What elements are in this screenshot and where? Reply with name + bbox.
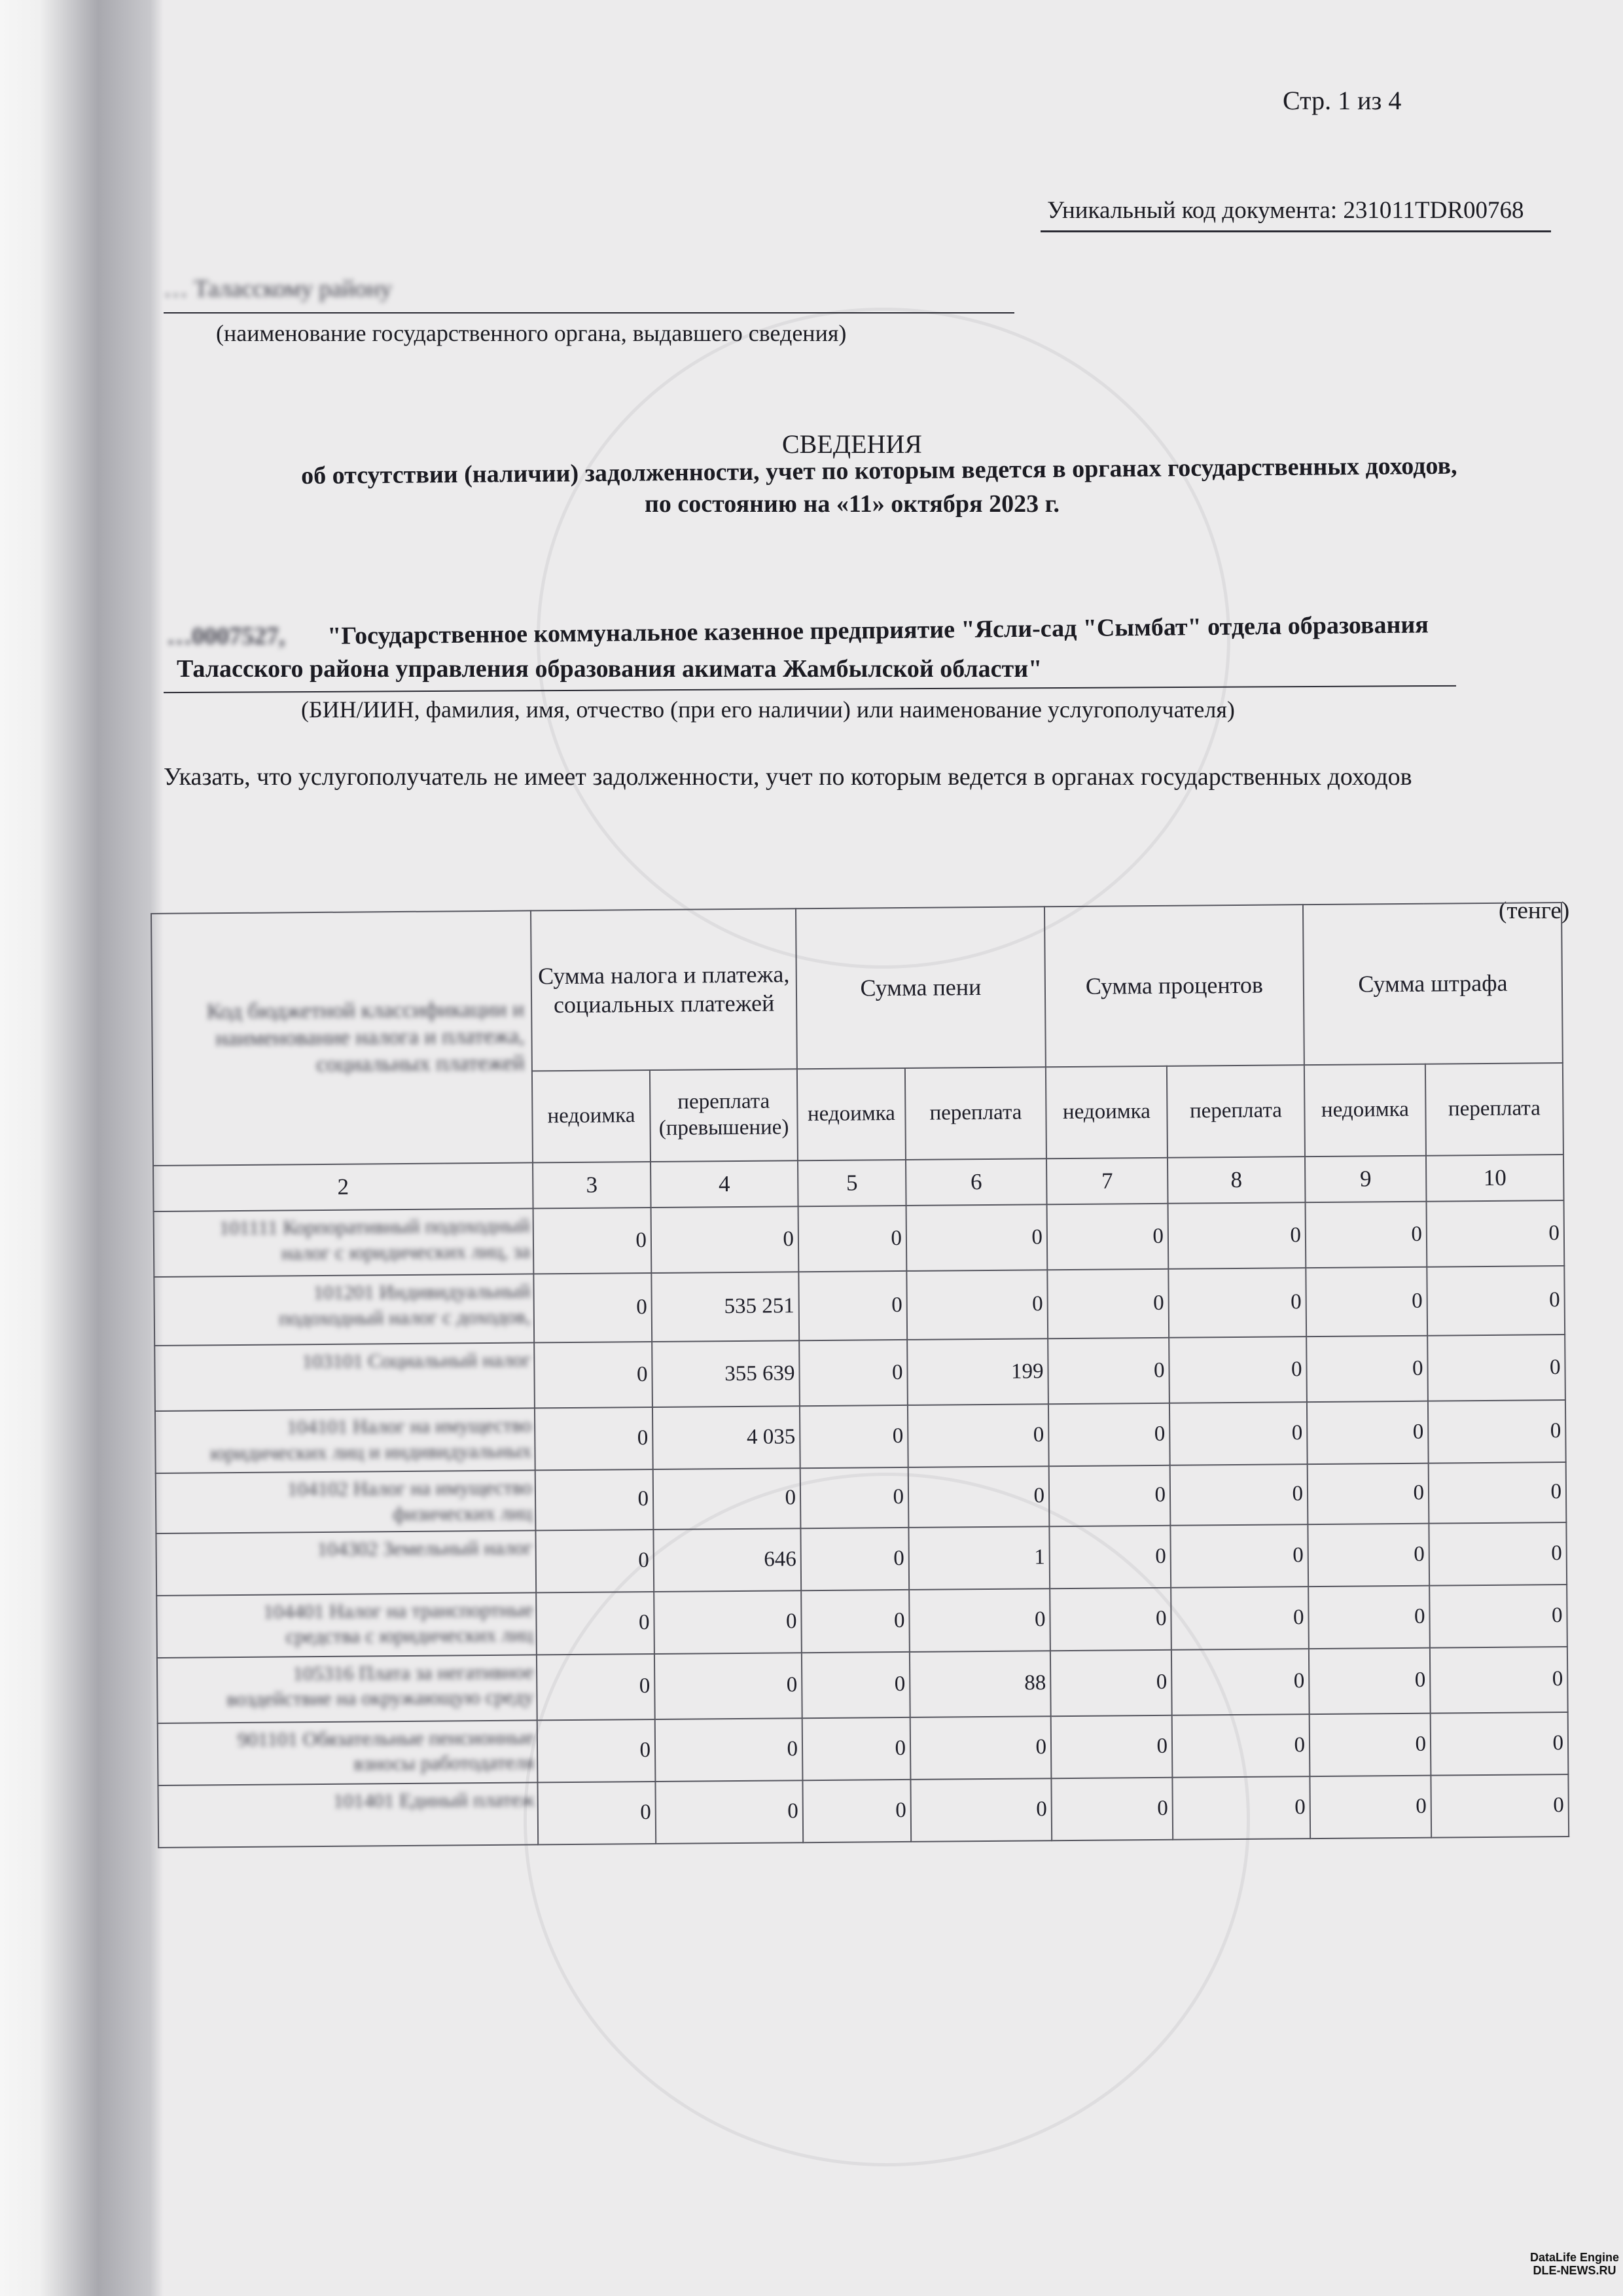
amount-cell: 0: [654, 1590, 802, 1654]
tax-name-line1: 101401 Единый платеж: [332, 1787, 535, 1812]
amount-cell: 0: [1171, 1649, 1310, 1715]
amount-cell: 0: [654, 1653, 802, 1719]
amount-cell: 0: [1172, 1714, 1310, 1778]
amount-cell: 0: [798, 1271, 907, 1340]
amount-cell: 0: [1169, 1336, 1307, 1403]
amount-cell: 0: [799, 1340, 908, 1406]
column-number: 9: [1305, 1156, 1427, 1202]
amount-cell: 0: [1427, 1335, 1565, 1401]
amount-cell: 0: [1051, 1777, 1173, 1840]
tax-name-line1: 101201 Индивидуальный: [313, 1279, 531, 1304]
document-date: по состоянию на «11» октября 2023 г.: [645, 490, 1060, 518]
header-tax-overpayment: переплата (превышение): [650, 1069, 798, 1162]
amount-cell: 0: [910, 1778, 1052, 1842]
amount-cell: 0: [1428, 1400, 1566, 1463]
tax-name-line1: 104101 Налог на имущество: [286, 1413, 532, 1439]
header-interest-arrears: недоимка: [1046, 1066, 1168, 1158]
amount-cell: 88: [910, 1651, 1051, 1717]
tax-name-line2: воздействие на окружающую среду: [226, 1685, 534, 1711]
amount-cell: 0: [802, 1717, 911, 1780]
tax-name-cell: [154, 1208, 534, 1277]
amount-cell: 0: [655, 1780, 803, 1844]
tax-name-line2: средства с юридических лиц: [285, 1623, 533, 1648]
currency-unit: (тенге): [1499, 897, 1570, 924]
amount-cell: 0: [798, 1206, 907, 1272]
header-tax-arrears: недоимка: [532, 1070, 651, 1162]
amount-cell: 0: [1429, 1585, 1567, 1648]
organization-name-line1: "Государственное коммунальное казенное предприятие "Ясли-сад "Сымбат" отдела образования: [327, 611, 1429, 650]
amount-cell: 0: [1170, 1464, 1308, 1525]
amount-cell: 0: [537, 1719, 656, 1782]
amount-cell: 0: [537, 1653, 655, 1719]
header-penalty-arrears: недоимка: [797, 1068, 906, 1160]
tax-name-cell: [154, 1342, 535, 1411]
column-number: 10: [1426, 1155, 1564, 1202]
issuing-authority: … Таласскому району: [164, 276, 392, 302]
tax-name-cell: [158, 1782, 538, 1848]
column-number: 7: [1046, 1158, 1168, 1204]
page-counter: Стр. 1 из 4: [1283, 86, 1402, 115]
amount-cell: 0: [535, 1469, 654, 1530]
footer-line1: DataLife Engine: [1529, 2251, 1619, 2264]
amount-cell: 0: [906, 1204, 1048, 1271]
column-number: 6: [906, 1158, 1047, 1206]
header-interest-overpayment: переплата: [1167, 1065, 1305, 1158]
amount-cell: 0: [534, 1342, 652, 1408]
column-number: 8: [1168, 1157, 1306, 1204]
tax-name-line1: 104302 Земельный налог: [317, 1535, 533, 1560]
tax-name-line2: налог с юридических лиц, за: [281, 1239, 531, 1265]
column-number: 2: [153, 1162, 533, 1211]
amount-cell: 0: [1051, 1715, 1173, 1778]
amount-cell: 0: [800, 1405, 908, 1468]
amount-cell: 0: [1172, 1776, 1310, 1840]
amount-cell: 0: [1170, 1524, 1308, 1588]
header-fine-overpayment: переплата: [1425, 1063, 1563, 1156]
document-code: Уникальный код документа: 231011TDR00768: [1047, 197, 1524, 224]
amount-cell: 0: [909, 1588, 1050, 1652]
tax-name-line2: подоходный налог с доходов,: [278, 1304, 531, 1330]
amount-cell: 0: [1429, 1522, 1567, 1586]
amount-cell: 0: [1047, 1204, 1169, 1270]
table-row: [155, 1400, 1566, 1473]
amount-cell: 0: [908, 1466, 1050, 1527]
tax-name-line2: физических лиц: [393, 1501, 533, 1525]
organization-bin: …0007527,: [167, 622, 285, 650]
watermark-footer: [1530, 2251, 1619, 2278]
amount-cell: 0: [1310, 1713, 1431, 1776]
scan-binding-shadow: [0, 0, 164, 2296]
amount-cell: 0: [1427, 1266, 1565, 1336]
amount-cell: 0: [906, 1270, 1048, 1340]
header-penalty-sum: Сумма пени: [796, 906, 1046, 1069]
tax-name-line2: взносы работодателя: [353, 1750, 535, 1775]
footer-line2: DLE-NEWS.RU: [1533, 2263, 1616, 2277]
table-row: [158, 1712, 1569, 1785]
amount-cell: 0: [1049, 1525, 1171, 1588]
amount-cell: 0: [1169, 1402, 1308, 1465]
amount-cell: 0: [1309, 1647, 1431, 1713]
header-fine-sum: Сумма штрафа: [1303, 903, 1563, 1065]
table-row: [154, 1335, 1565, 1411]
amount-cell: 0: [1310, 1775, 1431, 1838]
amount-cell: 646: [653, 1528, 801, 1592]
no-debt-statement: Указать, что услугополучатель не имеет задолженности, учет по которым ведется в органах государственных доходов: [164, 763, 1412, 791]
amount-cell: 0: [1049, 1465, 1171, 1526]
column-number: 3: [533, 1162, 651, 1208]
amount-cell: 0: [1050, 1649, 1172, 1715]
amount-cell: 0: [1047, 1269, 1169, 1338]
amount-cell: 199: [907, 1338, 1048, 1405]
column-number: 5: [798, 1160, 906, 1206]
organization-caption: (БИН/ИИН, фамилия, имя, отчество (при его наличии) или наименование услугополучателя): [301, 696, 1235, 723]
authority-caption: (наименование государственного органа, выдавшего сведения): [216, 320, 847, 346]
amount-cell: 0: [1429, 1462, 1567, 1523]
amount-cell: 0: [1306, 1202, 1427, 1268]
organization-name-line2: Таласского района управления образования акимата Жамбылской области": [177, 655, 1043, 683]
table-row: [154, 1266, 1565, 1346]
authority-underline: [164, 312, 1014, 314]
amount-cell: 0: [1427, 1200, 1565, 1267]
amount-cell: 0: [802, 1779, 911, 1842]
document-subtitle: об отсутствии (наличии) задолженности, учет по которым ведется в органах государственных доходов,: [301, 452, 1457, 490]
tax-name-line1: 901101 Обязательные пенсионные: [237, 1725, 535, 1751]
amount-cell: 535 251: [651, 1272, 799, 1342]
table-row: [158, 1774, 1569, 1848]
amount-cell: 0: [537, 1781, 656, 1844]
table-row: [157, 1647, 1568, 1723]
amount-cell: 0: [536, 1591, 654, 1654]
tax-name-cell: [156, 1530, 536, 1596]
header-fine-arrears: недоимка: [1304, 1064, 1426, 1157]
amount-cell: 0: [533, 1208, 652, 1274]
tax-name-line2: юридических лиц и индивидуальных: [210, 1439, 532, 1465]
table-row: [156, 1585, 1567, 1658]
amount-cell: 0: [1308, 1585, 1430, 1648]
amount-cell: 0: [655, 1718, 803, 1782]
amount-cell: 1: [908, 1526, 1050, 1590]
amount-cell: 0: [1171, 1587, 1309, 1650]
debt-table: [151, 902, 1569, 1848]
tax-name-cell: [158, 1720, 538, 1785]
amount-cell: 0: [1306, 1267, 1427, 1336]
amount-cell: 0: [1431, 1712, 1569, 1776]
amount-cell: 0: [1307, 1401, 1429, 1464]
table-row: [156, 1522, 1567, 1596]
tax-name-line1: 105316 Плата за негативное: [293, 1659, 534, 1685]
amount-cell: 4 035: [652, 1406, 800, 1469]
amount-cell: 0: [802, 1651, 910, 1717]
amount-cell: 0: [800, 1527, 909, 1590]
table-row: [154, 1200, 1565, 1277]
amount-cell: 0: [1050, 1587, 1171, 1650]
amount-cell: 0: [1430, 1647, 1568, 1713]
amount-cell: 0: [653, 1468, 801, 1529]
tax-name-cell: [156, 1470, 536, 1533]
tax-name-cell: [155, 1408, 535, 1473]
debt-table-wrapper: [151, 902, 1569, 1848]
amount-cell: 0: [533, 1273, 652, 1342]
amount-cell: 0: [1308, 1463, 1429, 1524]
tax-name-cell: [156, 1592, 537, 1658]
tax-name-cell: [154, 1274, 534, 1346]
header-budget-code: Код бюджетной классификации и наименование налога и платежа, социальных платежей: [151, 910, 533, 1166]
amount-cell: 0: [1306, 1336, 1428, 1402]
amount-cell: 0: [1168, 1202, 1306, 1269]
document-code-underline: [1041, 230, 1551, 232]
tax-name-line1: 104401 Налог на транспортные: [263, 1597, 533, 1623]
tax-name-cell: [157, 1655, 537, 1723]
amount-cell: 0: [800, 1467, 909, 1528]
amount-cell: 0: [651, 1206, 799, 1273]
amount-cell: 0: [535, 1407, 653, 1470]
amount-cell: 0: [1048, 1338, 1169, 1404]
amount-cell: 0: [535, 1529, 654, 1592]
amount-cell: 0: [910, 1716, 1052, 1780]
header-interest-sum: Сумма процентов: [1044, 905, 1304, 1067]
tax-name-line1: 104102 Налог на имущество: [287, 1475, 533, 1501]
header-penalty-overpayment: переплата: [905, 1067, 1046, 1160]
tax-name-line1: 103101 Социальный налог: [302, 1348, 531, 1373]
amount-cell: 0: [1308, 1523, 1429, 1586]
document-title: СВЕДЕНИЯ: [782, 429, 922, 459]
tax-name-line1: 101111 Корпоративный подоходный: [219, 1213, 530, 1240]
amount-cell: 0: [908, 1404, 1049, 1467]
header-tax-sum: Сумма налога и платежа, социальных платежей: [531, 908, 797, 1071]
amount-cell: 0: [801, 1589, 910, 1652]
amount-cell: 355 639: [652, 1340, 800, 1407]
column-number: 4: [651, 1160, 798, 1208]
amount-cell: 0: [1048, 1403, 1170, 1466]
table-row: [156, 1462, 1567, 1533]
amount-cell: 0: [1168, 1268, 1306, 1338]
amount-cell: 0: [1431, 1774, 1569, 1838]
